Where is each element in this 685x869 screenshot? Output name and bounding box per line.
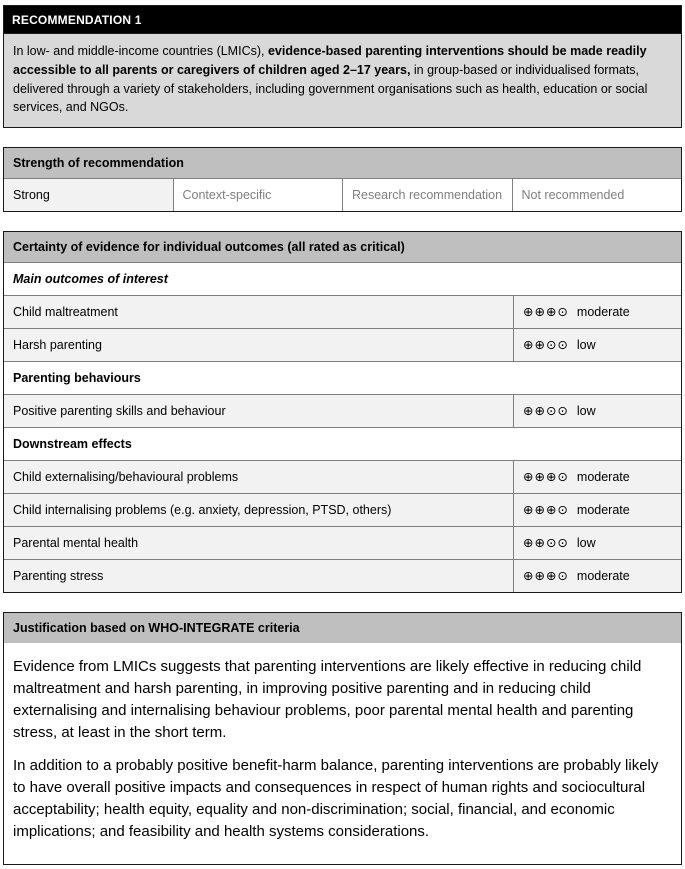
- outcome-label: Child maltreatment: [13, 305, 118, 319]
- outcome-rating-cell: [513, 296, 681, 328]
- certainty-header: Certainty of evidence for individual outcomes (all rated as critical): [4, 232, 681, 262]
- grade-symbols-icon: ⊕⊕⊙⊙: [523, 403, 569, 418]
- justification-paragraph-1: Evidence from LMICs suggests that parenting interventions are likely effective in reducing child maltreatment and harsh parenting, in improving positive parenting and in reducing child externalising and internalising behaviour problems, poor parental mental health and parenting stress, at least in the short term.: [13, 658, 642, 742]
- strength-option-strong: Strong: [4, 179, 173, 211]
- outcome-label: Child externalising/behavioural problems: [13, 470, 239, 484]
- outcome-rating-cell: [513, 461, 681, 493]
- strength-header: Strength of recommendation: [4, 148, 681, 178]
- certainty-row-child-maltreatment: [4, 295, 681, 328]
- recommendation-section: [3, 5, 682, 128]
- justification-paragraph-2: In addition to a probably positive benefit-harm balance, parenting interventions are probably likely to have overall positive impacts and consequences in respect of human rights and sociocultural acceptability; health equity, equality and non-discrimination; social, financial, and economic implications; and feasibility and health systems considerations.: [13, 757, 659, 841]
- certainty-row-child-externalising: [4, 460, 681, 493]
- justification-section: [3, 612, 682, 865]
- certainty-section: [3, 231, 682, 593]
- outcome-label: Positive parenting skills and behaviour: [13, 404, 226, 418]
- grade-rating-label: low: [576, 338, 596, 352]
- grade-symbols-icon: ⊕⊕⊙⊙: [523, 337, 569, 352]
- justification-header: Justification based on WHO-INTEGRATE criteria: [4, 613, 681, 643]
- outcome-rating-cell: [513, 395, 681, 427]
- recommendation-title: RECOMMENDATION 1: [4, 6, 681, 33]
- recommendation-text-post: in group-based or individualised formats, delivered through a variety of stakeholders, including government organisations such as health, education or social services, and NGOs.: [13, 62, 648, 115]
- certainty-subheader-downstream-effects: [4, 427, 681, 460]
- certainty-row-positive-parenting: [4, 394, 681, 427]
- certainty-row-harsh-parenting: [4, 328, 681, 361]
- outcome-rating-cell: [513, 560, 681, 592]
- grade-rating-label: moderate: [576, 503, 630, 517]
- subheader-label: Main outcomes of interest: [13, 272, 168, 286]
- outcome-label: Parental mental health: [13, 536, 139, 550]
- outcome-label: Harsh parenting: [13, 338, 102, 352]
- strength-section: [3, 147, 682, 212]
- strength-option-context-specific: Context-specific: [173, 179, 343, 211]
- strength-option-not-recommended: Not recommended: [512, 179, 682, 211]
- certainty-subheader-main-outcomes: [4, 262, 681, 295]
- strength-option-research-recommendation: Research recommendation: [342, 179, 512, 211]
- grade-symbols-icon: ⊕⊕⊕⊙: [523, 304, 569, 319]
- subheader-label: Parenting behaviours: [13, 371, 141, 385]
- justification-body: [4, 643, 681, 864]
- outcome-rating-cell: [513, 329, 681, 361]
- grade-symbols-icon: ⊕⊕⊕⊙: [523, 502, 569, 517]
- certainty-row-parenting-stress: [4, 559, 681, 592]
- outcome-label: Child internalising problems (e.g. anxiety, depression, PTSD, others): [13, 503, 392, 517]
- recommendation-text-bold: evidence-based parenting interventions should be made readily accessible to all parents or caregivers of children aged 2–17 years,: [13, 44, 647, 77]
- outcome-label: Parenting stress: [13, 569, 104, 583]
- subheader-label: Downstream effects: [13, 437, 132, 451]
- outcome-rating-cell: [513, 527, 681, 559]
- grade-symbols-icon: ⊕⊕⊕⊙: [523, 568, 569, 583]
- grade-symbols-icon: ⊕⊕⊙⊙: [523, 535, 569, 550]
- recommendation-text-pre: In low- and middle-income countries (LMICs),: [13, 44, 268, 58]
- grade-rating-label: moderate: [576, 470, 630, 484]
- certainty-subheader-parenting-behaviours: [4, 361, 681, 394]
- outcome-rating-cell: [513, 494, 681, 526]
- strength-options-row: [4, 178, 681, 211]
- grade-rating-label: moderate: [576, 569, 630, 583]
- recommendation-text: [4, 33, 681, 127]
- grade-rating-label: low: [576, 404, 596, 418]
- certainty-row-parental-mental-health: [4, 526, 681, 559]
- grade-symbols-icon: ⊕⊕⊕⊙: [523, 469, 569, 484]
- certainty-row-child-internalising: [4, 493, 681, 526]
- grade-rating-label: low: [576, 536, 596, 550]
- grade-rating-label: moderate: [576, 305, 630, 319]
